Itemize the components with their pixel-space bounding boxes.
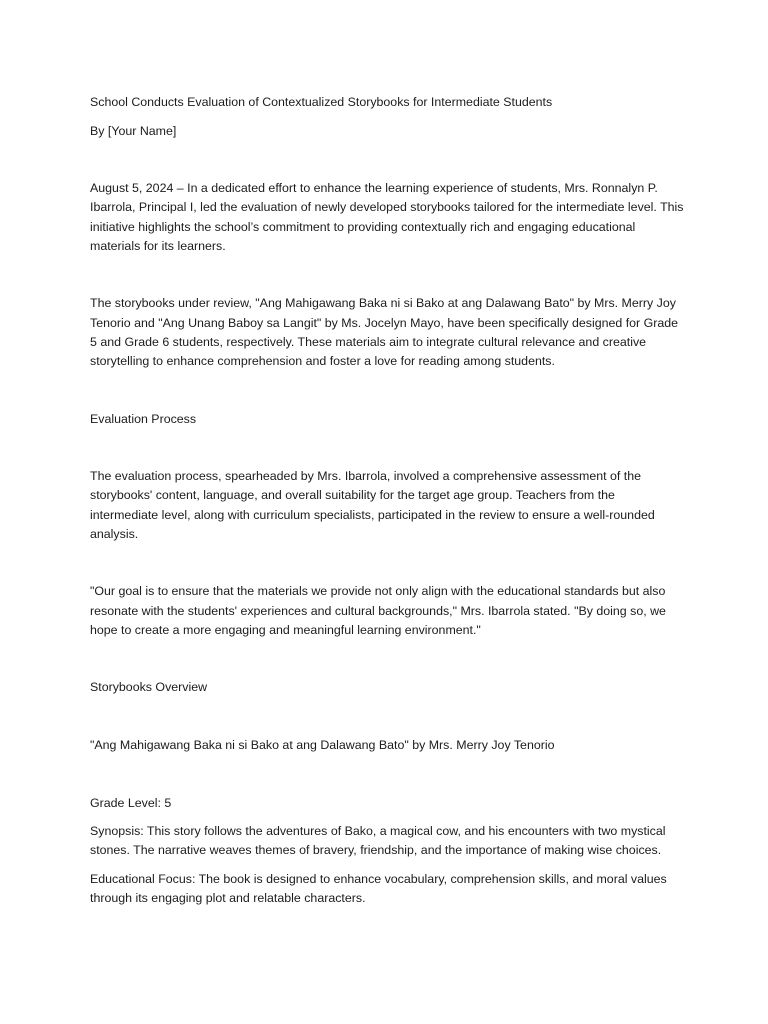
- principal-quote: "Our goal is to ensure that the materials we provide not only align with the educational standards but also resonate with the students' experiences and cultural backgrounds," Mrs. Ibarrola stated. "By doing so, we hope to create a more engaging and meaningful learning environment.": [90, 584, 666, 637]
- book-grade-level: Grade Level: 5: [90, 795, 172, 810]
- byline: By [Your Name]: [90, 123, 177, 138]
- book-educational-focus: Educational Focus: The book is designed to enhance vocabulary, comprehension skills, and moral values through its engaging plot and relatable characters.: [90, 871, 667, 906]
- section-heading-evaluation: Evaluation Process: [90, 411, 197, 426]
- section-heading-overview: Storybooks Overview: [90, 680, 208, 695]
- headline: School Conducts Evaluation of Contextualized Storybooks for Intermediate Students: [90, 95, 553, 109]
- intro-paragraph: August 5, 2024 – In a dedicated effort to enhance the learning experience of students, Mrs. Ronnalyn P. Ibarrola, Principal I, led the evaluation of newly developed storybooks tailored for the intermediate level. This initiative highlights the school’s commitment to providing contextually rich and engaging educational materials for its learners.: [90, 181, 684, 253]
- book-synopsis: Synopsis: This story follows the adventures of Bako, a magical cow, and his encounters with two mystical stones. The narrative weaves themes of bravery, friendship, and the importance of making wise choices.: [90, 824, 666, 858]
- evaluation-paragraph: The evaluation process, spearheaded by Mrs. Ibarrola, involved a comprehensive assessment of the storybooks' content, language, and overall suitability for the target age group. Teachers from the intermediate level, along with curriculum specialists, participated in the review to ensure a well-rounded analysis.: [90, 469, 655, 541]
- article-body: [90, 93, 684, 908]
- storybooks-paragraph: The storybooks under review, "Ang Mahigawang Baka ni si Bako at ang Dalawang Bato" by Mrs. Merry Joy Tenorio and "Ang Unang Baboy sa Langit" by Ms. Jocelyn Mayo, have been specifically designed for Grade 5 and Grade 6 students, respectively. These materials aim to integrate cultural relevance and creative storytelling to enhance comprehension and foster a love for reading among students.: [90, 296, 679, 368]
- book-title: "Ang Mahigawang Baka ni si Bako at ang Dalawang Bato" by Mrs. Merry Joy Tenorio: [90, 737, 555, 752]
